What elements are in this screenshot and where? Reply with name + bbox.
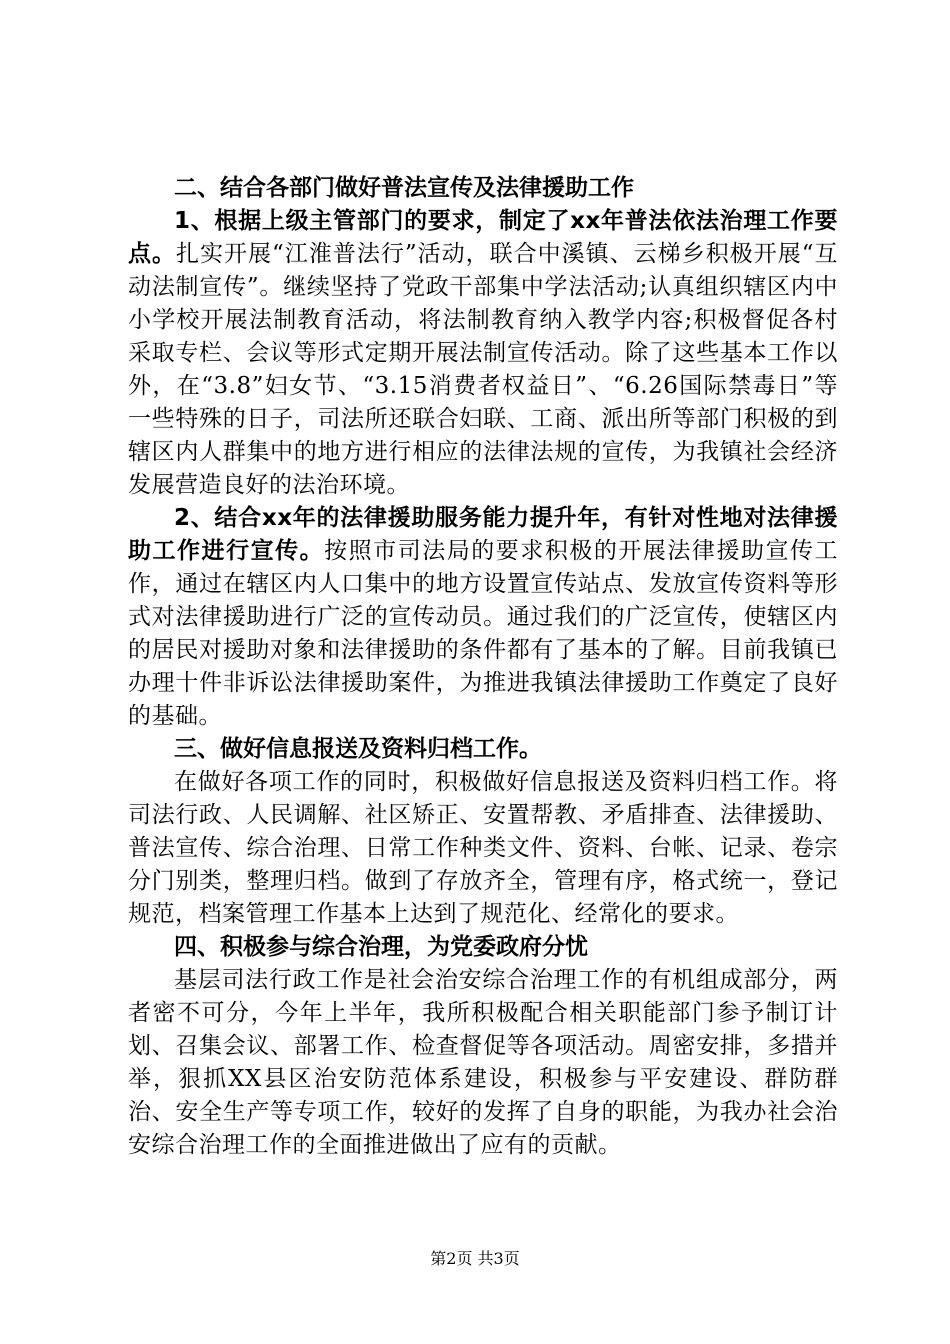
paragraph-text: 基层司法行政工作是社会治安综合治理工作的有机组成部分，两者密不可分，今年上半年，我所积极配合相关职能部门参予制订计划、召集会议、部署工作、检查督促等各项活动。周密安排，多措并举，狠抓XX县区治安防范体系建设，积极参与平安建设、群防群治、安全生产等专项工作，较好的发挥了自身的职能，为我办社会治安综合治理工作的全面推进做出了应有的贡献。 xyxy=(128,967,838,1158)
paragraph-text: 在做好各项工作的同时，积极做好信息报送及资料归档工作。将司法行政、人民调解、社区矫正、安置帮教、矛盾排查、法律援助、普法宣传、综合治理、日常工作种类文件、资料、台帐、记录、卷宗分门别类，整理归档。做到了存放齐全，管理有序，格式统一，登记规范，档案管理工作基本上达到了规范化、经常化的要求。 xyxy=(128,769,838,927)
paragraph xyxy=(128,205,838,502)
paragraph xyxy=(128,964,838,1162)
section-heading: 三、做好信息报送及资料归档工作。 xyxy=(174,736,542,762)
page-number-footer: 第2页 共3页 xyxy=(430,1249,520,1268)
paragraph-lead: 1、根据上级主管部门的要求，制定了xx年普法依法治理工作要点。 xyxy=(128,208,838,267)
paragraph xyxy=(128,502,838,733)
paragraph xyxy=(128,766,838,931)
document-body xyxy=(128,172,838,1162)
paragraph-text: 按照市司法局的要求积极的开展法律援助宣传工作，通过在辖区内人口集中的地方设置宣传站点、发放宣传资料等形式对法律援助进行广泛的宣传动员。通过我们的广泛宣传，使辖区内的居民对援助对象和法律援助的条件都有了基本的了解。目前我镇已办理十件非诉讼法律援助案件，为推进我镇法律援助工作奠定了良好的基础。 xyxy=(128,538,839,729)
section-heading: 二、结合各部门做好普法宣传及法律援助工作 xyxy=(174,175,634,201)
section-heading: 四、积极参与综合治理，为党委政府分忧 xyxy=(174,934,588,960)
paragraph-lead: 2、结合xx年的法律援助服务能力提升年，有针对性地对法律援助工作进行宣传。 xyxy=(128,505,838,564)
paragraph-text: 扎实开展“江淮普法行”活动，联合中溪镇、云梯乡积极开展“互动法制宣传”。继续坚持了党政干部集中学法活动;认真组织辖区内中小学校开展法制教育活动，将法制教育纳入教学内容;积极督促各村采取专栏、会议等形式定期开展法制宣传活动。除了这些基本工作以外，在“3.8”妇女节、“3.15消费者权益日”、“6.26国际禁毒日”等一些特殊的日子，司法所还联合妇联、工商、派出所等部门积极的到辖区内人群集中的地方进行相应的法律法规的宣传，为我镇社会经济发展营造良好的法治环境。 xyxy=(128,241,838,498)
